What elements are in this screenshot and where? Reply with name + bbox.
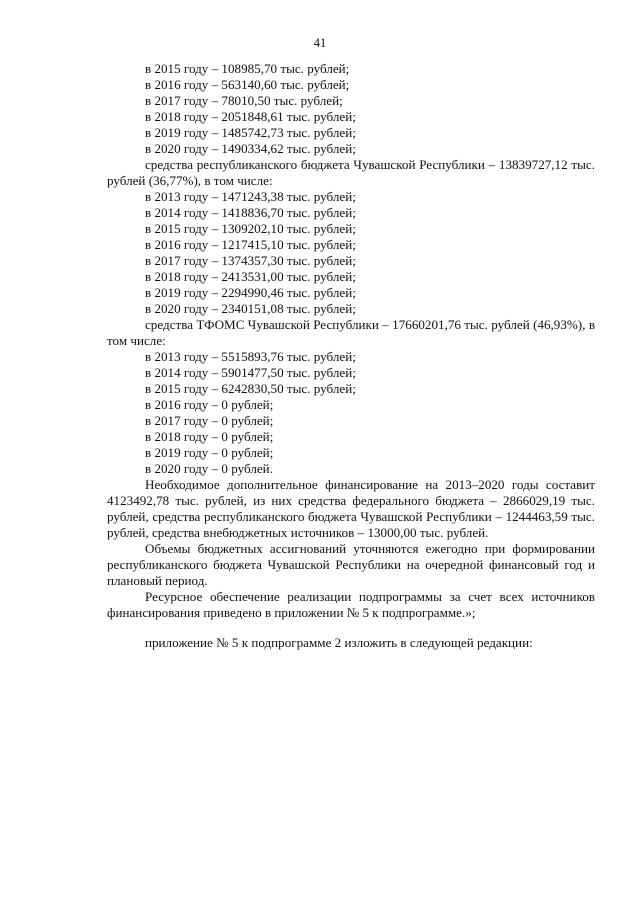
funding-line: в 2015 году – 108985,70 тыс. рублей; bbox=[145, 61, 350, 76]
funding-line: в 2015 году – 1309202,10 тыс. рублей; bbox=[145, 221, 356, 236]
paragraph-budget-volumes: Объемы бюджетных ассигнований уточняются ежегодно при формировании республиканского бюджета Чувашской Республики на очередной финансовый год и плановый период. bbox=[107, 541, 595, 588]
funding-line: в 2015 году – 6242830,50 тыс. рублей; bbox=[145, 381, 356, 396]
paragraph-republic-budget: средства республиканского бюджета Чувашской Республики – 13839727,12 тыс. рублей (36,77%), в том числе: bbox=[107, 157, 595, 188]
funding-line: в 2018 году – 2051848,61 тыс. рублей; bbox=[145, 109, 356, 124]
funding-line: в 2016 году – 563140,60 тыс. рублей; bbox=[145, 77, 350, 92]
funding-line: в 2020 году – 0 рублей. bbox=[145, 461, 273, 476]
page-number: 41 bbox=[313, 36, 327, 50]
paragraph-tfoms: средства ТФОМС Чувашской Республики – 17660201,76 тыс. рублей (46,93%), в том числе: bbox=[107, 317, 595, 348]
funding-line: в 2017 году – 78010,50 тыс. рублей; bbox=[145, 93, 343, 108]
funding-list-republic bbox=[107, 189, 595, 317]
funding-line: в 2014 году – 1418836,70 тыс. рублей; bbox=[145, 205, 356, 220]
funding-line: в 2017 году – 1374357,30 тыс. рублей; bbox=[145, 253, 356, 268]
funding-line: в 2020 году – 2340151,08 тыс. рублей; bbox=[145, 301, 356, 316]
funding-line: в 2019 году – 2294990,46 тыс. рублей; bbox=[145, 285, 356, 300]
document-body bbox=[107, 61, 595, 651]
paragraph-appendix: приложение № 5 к подпрограмме 2 изложить в следующей редакции: bbox=[145, 635, 533, 650]
funding-line: в 2019 году – 0 рублей; bbox=[145, 445, 274, 460]
funding-line: в 2014 году – 5901477,50 тыс. рублей; bbox=[145, 365, 356, 380]
spacer bbox=[107, 621, 595, 635]
funding-line: в 2013 году – 5515893,76 тыс. рублей; bbox=[145, 349, 356, 364]
funding-line: в 2016 году – 0 рублей; bbox=[145, 397, 274, 412]
paragraph-additional-funding: Необходимое дополнительное финансирование на 2013–2020 годы составит 4123492,78 тыс. рублей, из них средства федерального бюджета – 2866029,19 тыс. рублей, средства республиканского бюджета Чувашской Республики – 1244463,59 тыс. рублей, средства внебюджетных источников – 13000,00 тыс. рублей. bbox=[107, 477, 595, 540]
funding-list-tfoms bbox=[107, 349, 595, 477]
paragraph-resources: Ресурсное обеспечение реализации подпрограммы за счет всех источников финансирования приведено в приложении № 5 к подпрограмме.»; bbox=[107, 589, 595, 620]
funding-line: в 2019 году – 1485742,73 тыс. рублей; bbox=[145, 125, 356, 140]
funding-line: в 2016 году – 1217415,10 тыс. рублей; bbox=[145, 237, 356, 252]
funding-line: в 2017 году – 0 рублей; bbox=[145, 413, 274, 428]
funding-line: в 2018 году – 2413531,00 тыс. рублей; bbox=[145, 269, 356, 284]
funding-line: в 2020 году – 1490334,62 тыс. рублей; bbox=[145, 141, 356, 156]
funding-list-federal-tail bbox=[107, 61, 595, 157]
funding-line: в 2013 году – 1471243,38 тыс. рублей; bbox=[145, 189, 356, 204]
funding-line: в 2018 году – 0 рублей; bbox=[145, 429, 274, 444]
